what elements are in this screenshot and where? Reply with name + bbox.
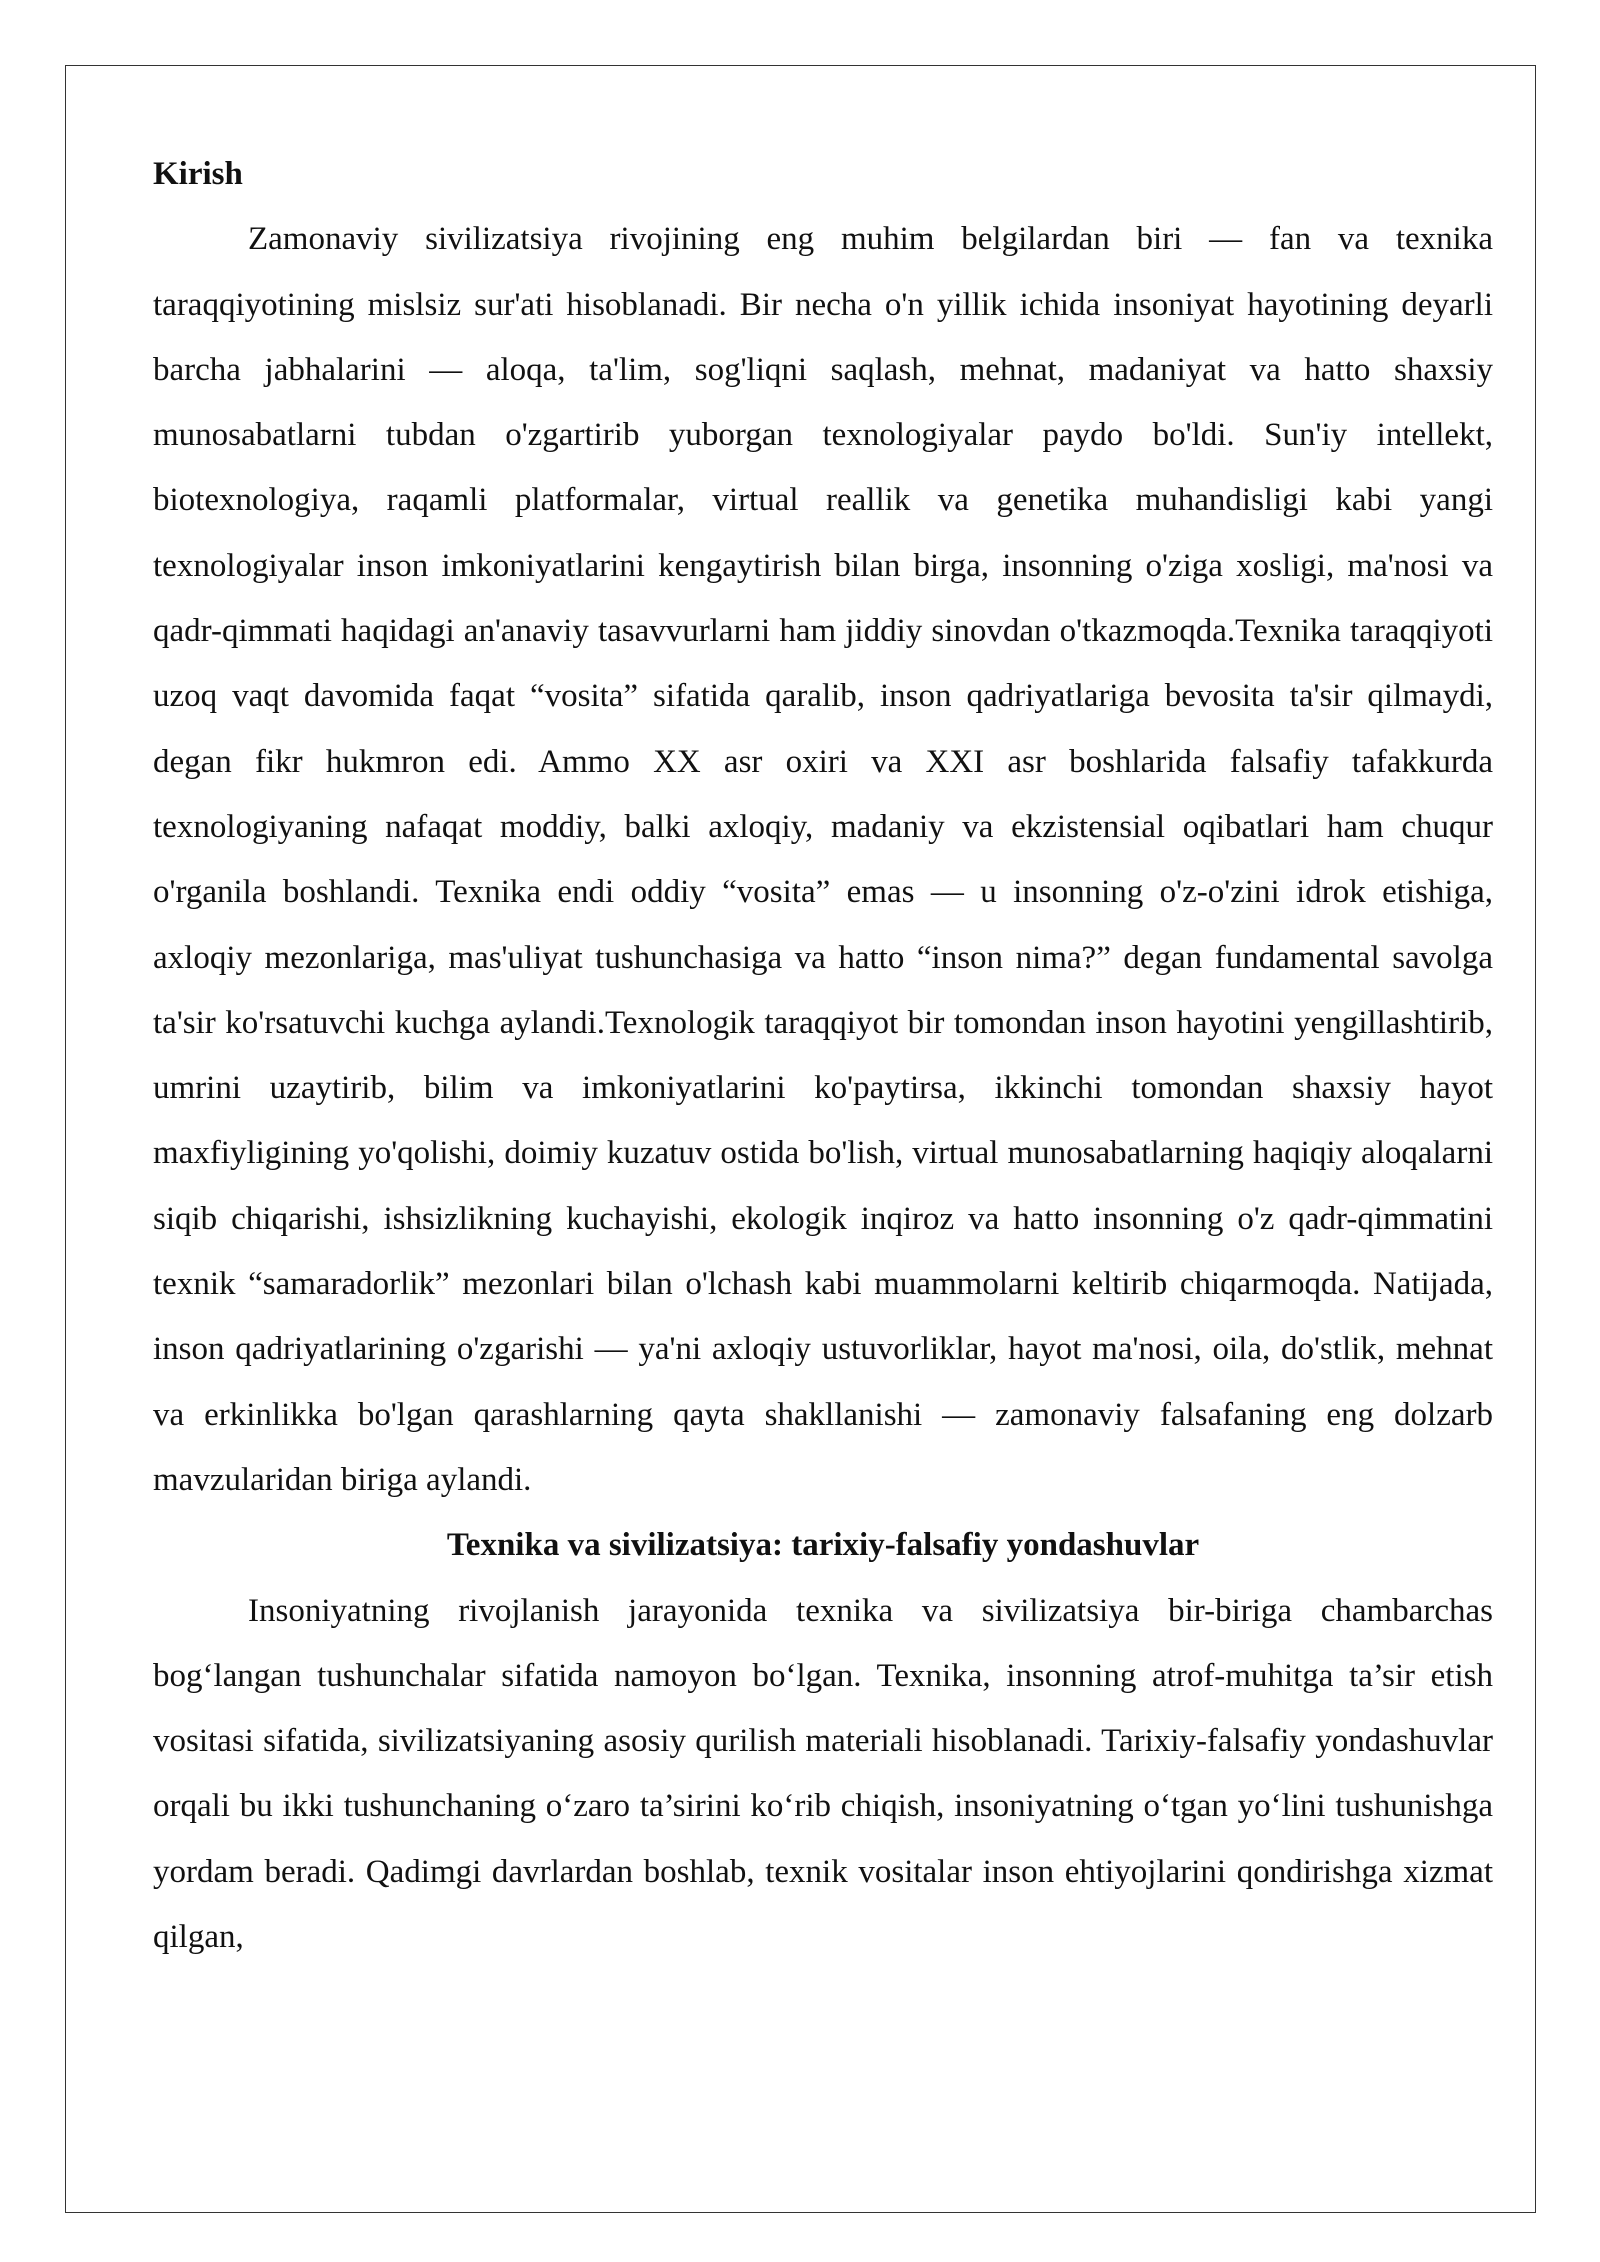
heading-intro: Kirish — [153, 156, 243, 192]
document-body — [153, 142, 1493, 1970]
section-paragraph: Insoniyatning rivojlanish jarayonida texnika va sivilizatsiya bir-biriga chambarchas bog‘langan tushunchalar sifatida namoyon bo‘lgan. Texnika, insonning atrof-muhitga ta’sir etish vositasi sifatida, sivilizatsiyaning asosiy qurilish materiali hisoblanadi. Tarixiy-falsafiy yondashuvlar orqali bu ikki tushunchaning o‘zaro ta’sirini ko‘rib chiqish, insoniyatning o‘tgan yo‘lini tushunishga yordam beradi. Qadimgi davrlardan boshlab, texnik vositalar inson ehtiyojlarini qondirishga xizmat qilgan, — [153, 1592, 1493, 1956]
section-heading: Texnika va sivilizatsiya: tarixiy-falsafiy yondashuvlar — [446, 1527, 1200, 1564]
intro-paragraph: Zamonaviy sivilizatsiya rivojining eng muhim belgilardan biri — fan va texnika taraqqiyotining mislsiz sur'ati hisoblanadi. Bir necha o'n yillik ichida insoniyat hayotining deyarli barcha jabhalarini — aloqa, ta'lim, sog'liqni saqlash, mehnat, madaniyat va hatto shaxsiy munosabatlarni tubdan o'zgartirib yuborgan texnologiyalar paydo bo'ldi. Sun'iy intellekt, biotexnologiya, raqamli platformalar, virtual reallik va genetika muhandisligi kabi yangi texnologiyalar inson imkoniyatlarini kengaytirish bilan birga, insonning o'ziga xosligi, ma'nosi va qadr-qimmati haqidagi an'anaviy tasavvurlarni ham jiddiy sinovdan o'tkazmoqda.Texnika taraqqiyoti uzoq vaqt davomida faqat “vosita” sifatida qaralib, inson qadriyatlariga bevosita ta'sir qilmaydi, degan fikr hukmron edi. Ammo XX asr oxiri va XXI asr boshlarida falsafiy tafakkurda texnologiyaning nafaqat moddiy, balki axloqiy, madaniy va ekzistensial oqibatlari ham chuqur o'rganila boshlandi. Texnika endi oddiy “vosita” emas — u insonning o'z-o'zini idrok etishiga, axloqiy mezonlariga, mas'uliyat tushunchasiga va hatto “inson nima?” degan fundamental savolga ta'sir ko'rsatuvchi kuchga aylandi.Texnologik taraqqiyot bir tomondan inson hayotini yengillashtirib, umrini uzaytirib, bilim va imkoniyatlarini ko'paytirsa, ikkinchi tomondan shaxsiy hayot maxfiyligining yo'qolishi, doimiy kuzatuv ostida bo'lish, virtual munosabatlarning haqiqiy aloqalarni siqib chiqarishi, ishsizlikning kuchayishi, ekologik inqiroz va hatto insonning o'z qadr-qimmatini texnik “samaradorlik” mezonlari bilan o'lchash kabi muammolarni keltirib chiqarmoqda. Natijada, inson qadriyatlarining o'zgarishi — ya'ni axloqiy ustuvorliklar, hayot ma'nosi, oila, do'stlik, mehnat va erkinlikka bo'lgan qarashlarning qayta shakllanishi — zamonaviy falsafaning eng dolzarb mavzularidan biriga aylandi. — [153, 221, 1493, 1498]
